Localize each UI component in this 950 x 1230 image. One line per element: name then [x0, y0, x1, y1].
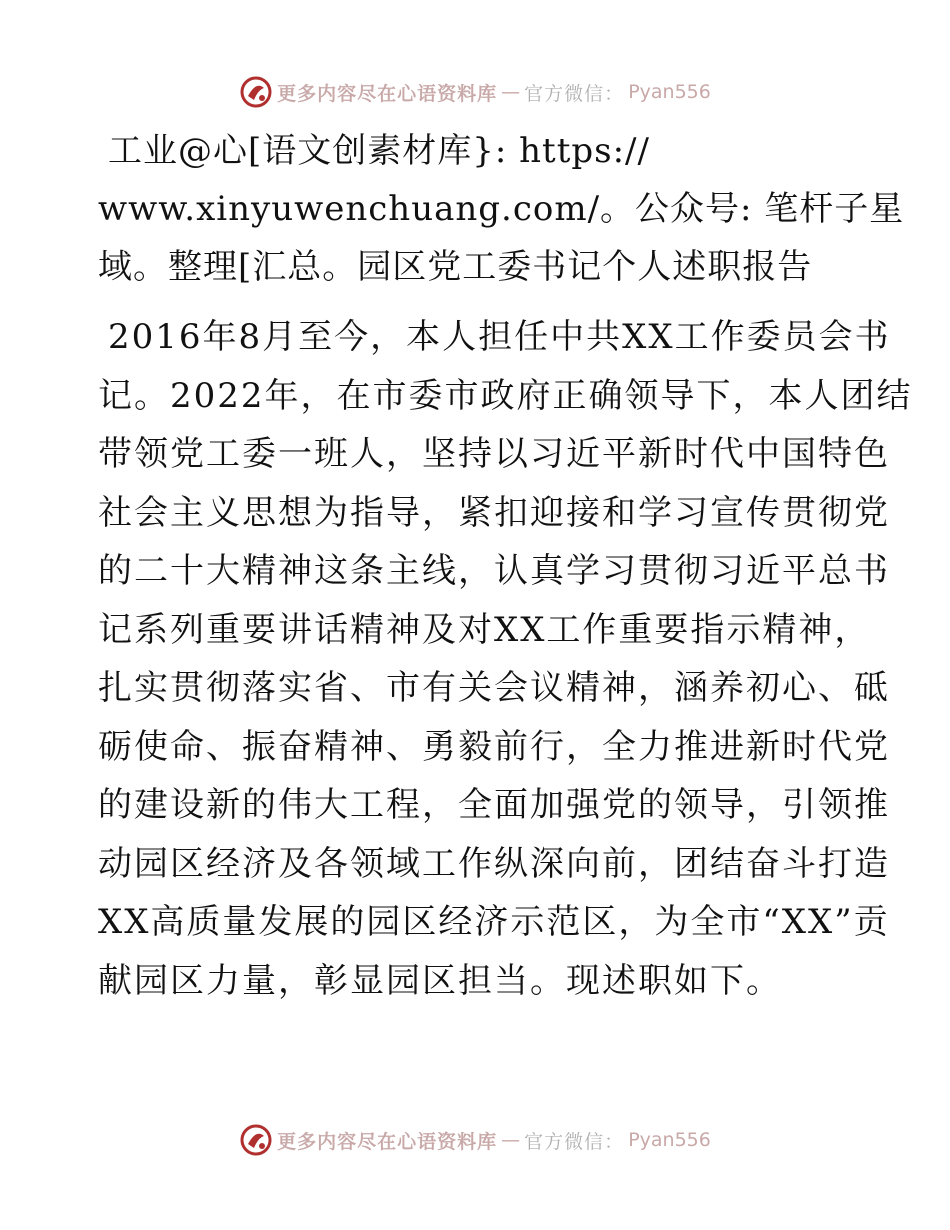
- watermark-top: [0, 72, 950, 112]
- body-line: 砺使命、振奋精神、勇毅前行，全力推进新时代党: [98, 726, 890, 767]
- body-line: 记。2022年，在市委市政府正确领导下，本人团结: [98, 375, 913, 416]
- body-line: 动园区经济及各领域工作纵深向前，团结奋斗打造: [98, 843, 890, 884]
- body-line: XX高质量发展的园区经济示范区，为全市“XX”贡: [98, 902, 890, 942]
- body-line: 献园区力量，彰显园区担当。现述职如下。: [98, 960, 782, 1001]
- body-line: 2016年8月至今，本人担任中共XX工作委员会书: [108, 317, 891, 357]
- watermark-handle: Pyan556: [628, 1129, 711, 1151]
- document-header: [98, 122, 905, 296]
- watermark-bottom: [0, 1120, 950, 1160]
- red-seal-logo-icon: [239, 75, 273, 109]
- header-line: www.xinyuwenchuang.com/。公众号: 笔杆子星: [98, 189, 905, 229]
- watermark-separator: —: [501, 81, 521, 103]
- watermark-official-label: 官方微信：: [524, 82, 625, 105]
- red-seal-logo-icon: [239, 1123, 273, 1157]
- body-line: 记系列重要讲话精神及对XX工作重要指示精神，: [98, 609, 871, 650]
- body-line: 带领党工委一班人，坚持以习近平新时代中国特色: [98, 434, 890, 474]
- watermark-separator: —: [501, 1129, 521, 1151]
- body-line: 的建设新的伟大工程，全面加强党的领导，引领推: [98, 785, 890, 825]
- watermark-handle: Pyan556: [628, 81, 711, 103]
- watermark-brand-text: 更多内容尽在心语资料库: [277, 82, 498, 105]
- body-line: 的二十大精神这条主线，认真学习贯彻习近平总书: [98, 551, 890, 591]
- header-line: 工业@心[语文创素材库}: https://: [108, 131, 650, 171]
- body-line: 扎实贯彻落实省、市有关会议精神，涵养初心、砥: [98, 668, 890, 708]
- watermark-brand-text: 更多内容尽在心语资料库: [277, 1130, 498, 1153]
- header-line: 域。整理[汇总。园区党工委书记个人述职报告: [98, 247, 813, 287]
- body-line: 社会主义思想为指导，紧扣迎接和学习宣传贯彻党: [98, 492, 890, 533]
- document-body: [98, 308, 913, 1010]
- watermark-official-label: 官方微信：: [524, 1130, 625, 1153]
